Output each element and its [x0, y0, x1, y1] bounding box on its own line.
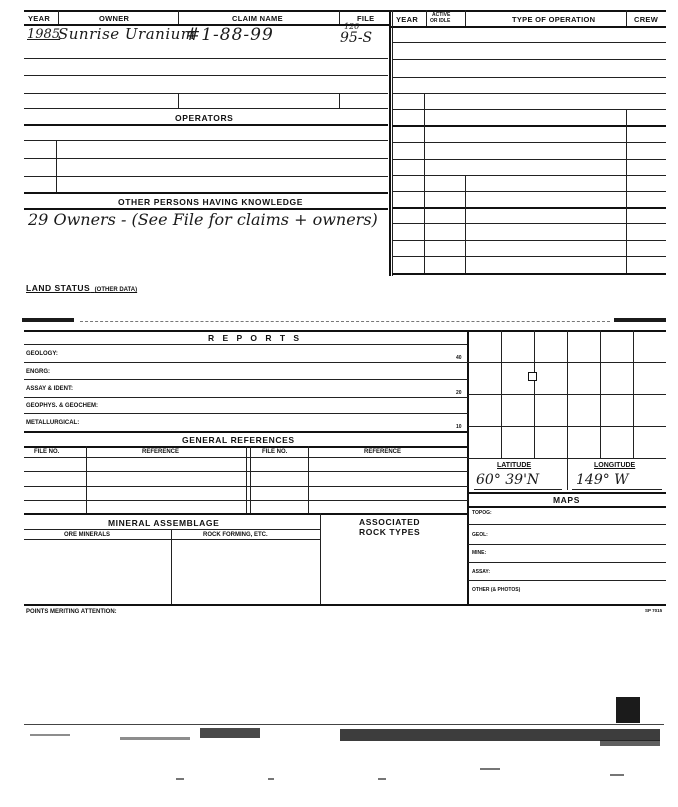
header-owner: OWNER	[99, 14, 130, 23]
entry-owner: Sunrise Uranium	[58, 25, 196, 43]
report-assay: ASSAY & IDENT:	[26, 386, 74, 392]
col-ore-minerals: ORE MINERALS	[64, 532, 111, 538]
maps-other: OTHER (& PHOTOS)	[472, 587, 521, 593]
associated-rock-types-line2: ROCK TYPES	[359, 527, 421, 537]
col-reference-1: REFERENCE	[142, 449, 180, 455]
latitude-label: LATITUDE	[497, 462, 532, 469]
entry-year: 1985	[27, 27, 61, 42]
form-code: SP 7015	[645, 608, 663, 613]
report-metallurgical: METALLURGICAL:	[26, 420, 80, 426]
header-crew: CREW	[634, 15, 659, 24]
header-claim-name: CLAIM NAME	[232, 14, 283, 23]
report-geology-num: 40	[456, 355, 462, 361]
header-file: FILE	[357, 14, 375, 23]
other-persons-note: 29 Owners - (See File for claims + owners)	[28, 210, 378, 229]
report-assay-num: 20	[456, 390, 462, 396]
maps-title: MAPS	[553, 495, 580, 505]
header-year-right: YEAR	[396, 15, 419, 24]
longitude-value: 149° W	[576, 472, 629, 488]
entry-claim: #1-88-99	[186, 25, 274, 45]
col-file-no-2: FILE NO.	[262, 449, 288, 455]
report-metallurgical-num: 10	[456, 424, 462, 430]
associated-rock-types-line1: ASSOCIATED	[359, 517, 421, 527]
maps-mine: MINE:	[472, 550, 487, 556]
longitude-label: LONGITUDE	[594, 462, 636, 469]
latitude-value: 60° 39'N	[476, 472, 540, 488]
header-active: ACTIVE	[432, 12, 451, 18]
report-engrg: ENGRG:	[26, 369, 50, 375]
other-persons-title: OTHER PERSONS HAVING KNOWLEDGE	[118, 197, 304, 207]
entry-file-bottom: 95-S	[340, 30, 373, 46]
col-reference-2: REFERENCE	[364, 449, 402, 455]
location-marker-icon	[528, 372, 537, 381]
col-file-no-1: FILE NO.	[34, 449, 60, 455]
land-status-heading	[26, 278, 137, 296]
land-status-title: LAND STATUS	[26, 283, 91, 293]
report-geology: GEOLOGY:	[26, 351, 58, 357]
maps-assay: ASSAY:	[472, 569, 491, 575]
report-geophys: GEOPHYS. & GEOCHEM:	[26, 403, 99, 409]
col-rock-forming: ROCK FORMING, ETC.	[203, 532, 268, 538]
land-status-subtitle: (OTHER DATA)	[94, 287, 138, 293]
entry-file-top: 120	[344, 22, 360, 31]
maps-geol: GEOL:	[472, 532, 488, 538]
header-year: YEAR	[28, 14, 51, 23]
reports-title: R E P O R T S	[208, 333, 303, 343]
maps-topog: TOPOG:	[472, 510, 492, 516]
general-references-title: GENERAL REFERENCES	[182, 435, 295, 445]
points-meriting-attention: POINTS MERITING ATTENTION:	[26, 609, 117, 615]
header-or-idle: OR IDLE	[430, 18, 451, 24]
header-type-of-operation: TYPE OF OPERATION	[512, 15, 596, 24]
operators-title: OPERATORS	[175, 113, 234, 123]
mineral-assemblage-title: MINERAL ASSEMBLAGE	[108, 518, 220, 528]
